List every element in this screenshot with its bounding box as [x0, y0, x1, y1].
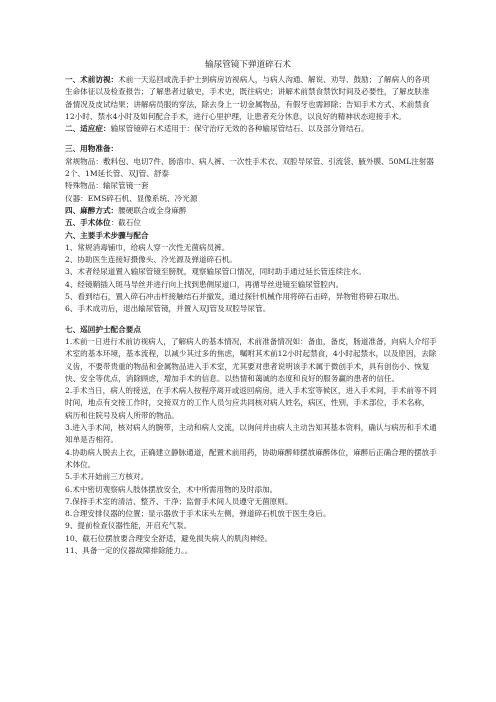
nursing-item: 10、截石位摆放要合理安全舒适，避免损失病人的肌肉神经。 [65, 533, 273, 543]
section-label: 五、手术体位 [65, 218, 111, 228]
section-position [65, 217, 437, 229]
nursing-item: 5.手术开始前三方核对。 [65, 472, 149, 482]
section-text: 术前一天巡回或洗手护士到病房访视病人，与病人沟通、解说、劝导、鼓励；了解病人的各项生命体征以及检查报告；了解患者过敏史，手术史，既往病史；讲解术前禁食禁饮时间及必要性，了解皮肤准备情况及皮试结果；讲解病员服的穿法，除去身上一切金属物品，有假牙也需卸除；告知手术方式、术前禁食12小时、禁水4小时及如何配合手术，进行心里护理，让患者充分休息，以良好的精神状态迎接手术。 [65, 75, 430, 121]
nursing-item: 6.术中密切观察病人肢体摆放安全，术中所需用物的及时添加。 [65, 484, 278, 494]
section-text: 输尿管镜碎石术适用于：保守治疗无效的各种输尿管结石、以及部分肾结石。 [110, 124, 369, 134]
step-item: 5、看到结石，置入碎石冲击杆接触结石并撤发，通过探针机械作用将碎石击碎，异物钳将碎石取出。 [65, 292, 404, 302]
section-text: 腰硬联合或全身麻醉 [118, 205, 187, 215]
section-heading: 三、用物准备： [65, 144, 119, 154]
nursing-item: 11、具备一定的仪器故障排除能力。。 [65, 545, 193, 555]
nursing-item: 4.协助病人脱去上衣，正确建立静脉通道，配置术前用药，协助麻醉师摆放麻醉体位，麻醉后正确合理的摆放手术体位。 [65, 447, 437, 469]
nursing-item: 8.合理安排仪器的位置；显示器放于手术床头左侧，弹道碎石机放于医生身后。 [65, 509, 331, 519]
section-preop-visit [65, 74, 437, 123]
supplies-line: 常规物品：敷料包、电切7件、肠溶巾、病人裤、一次性手术衣、双腔导尿管、引流袋、腋外膜、50ML注射器2个、1M延长管、双J管、舒泰 [65, 156, 435, 179]
document-body [65, 74, 437, 557]
step-item: 3、术者经尿道置入输尿管镜至膀胱，观察输尿管口情况，同时助手通过延长管连续注水。 [65, 267, 366, 277]
nursing-item: 2.手术当日，病人的接送，在手术病人按程序离开或返回病房，进入手术室等候区，进入手术间，手术前等不同时间，地点有交接工作时，交接双方的工作人员匀应共同核对病人姓名，病区，性别，手术部位，手术名称，病历和住院号及病人所带的物品。 [65, 386, 437, 420]
nursing-item: 7.保持手术室的清洁、整齐、干净；监督手术间人员遵守无菌原则。 [65, 496, 293, 506]
supplies-line: 特殊物品：输尿管镜一套 [65, 181, 149, 191]
section-heading: 六、主要手术步骤与配合 [65, 230, 149, 240]
section-label: 一、术前访视： [65, 75, 119, 84]
document-title: 输尿管镜下弹道碎石术 [205, 60, 291, 70]
nursing-item: 3.进入手术间，核对病人的腕带，主动和病人交流，以询问并由病人主动告知其基本资料，确认与病历和手术通知单是否相符。 [65, 423, 437, 445]
section-text: ：截石位 [110, 218, 141, 228]
step-item: 6、手术成功后，退出输尿管镜，并置入双J管及双腔导尿管。 [65, 304, 271, 314]
section-label: 二、适应症： [65, 124, 111, 134]
section-label: 四、麻醉方式： [65, 205, 119, 215]
step-item: 1、常规消毒铺巾，给病人穿一次性无菌病员裤。 [65, 242, 230, 252]
section-heading: 七、巡回护士配合要点 [65, 324, 141, 334]
section-indications [65, 123, 437, 135]
step-item: 2、协助医生连接好摄像头、冷光源及弹道碎石机。 [65, 255, 237, 265]
nursing-item: 1.术前一日进行术前访视病人，了解病人的基本情况，术前准备情况如：备血，备皮，肠道准备，向病人介绍手术室的基本环境，基本流程，以减少其过多的焦虑，嘱咐其术前12小时起禁食，4小时起禁水，以及原因，去除义齿，不要带贵重的物品和金属物品进入手术室，尤其要对患者说明该手术属于微创手术，具有创伤小、恢复快、安全等优点，消除顾虑，增加手术的信息。以热情和蔼诚的态度和良好的服务赢的患者的信任。 [65, 336, 437, 383]
supplies-line: 仪器：EMS碎石机、显像系统、冷光源 [65, 193, 198, 203]
nursing-item: 9、提前检查仪器性能，开启充气泵。 [65, 521, 192, 531]
step-item: 4、经镜鞘插入斑马导丝并进行向上找到患侧尿道口，再循导丝进镜至输尿管腔内。 [65, 279, 344, 289]
section-anesthesia [65, 205, 437, 217]
